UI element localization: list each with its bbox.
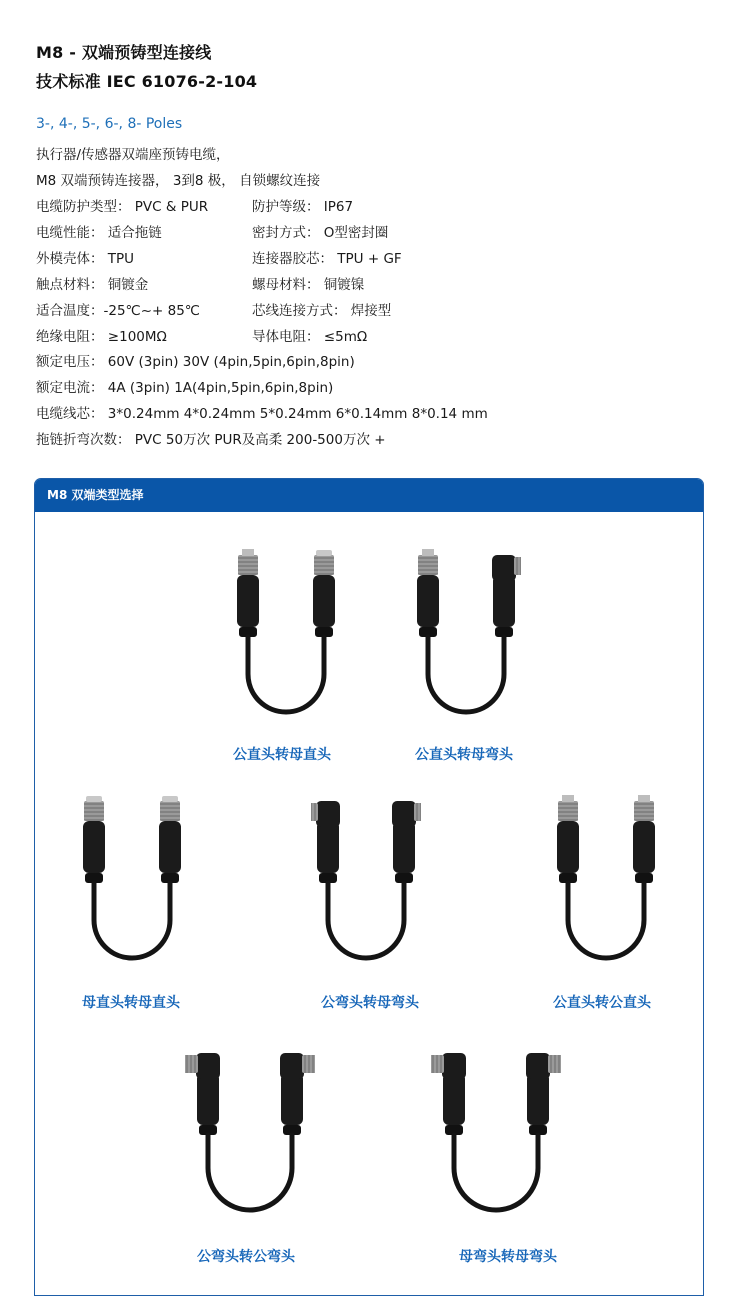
cable-illustration (411, 547, 521, 717)
cable-variant-2[interactable] (411, 547, 521, 717)
connector-body (197, 1073, 219, 1125)
spec-cable-cores: 电缆线芯： 3*0.24mm 4*0.24mm 5*0.24mm 6*0.14mm 8*0.14 mm (36, 406, 488, 422)
cable-variant-1[interactable] (231, 547, 341, 717)
cable-loop (208, 1135, 292, 1210)
poles-line: 3-, 4-, 5-, 6-, 8- Poles (36, 116, 183, 132)
page-title: M8 - 双端预铸型连接线 (36, 43, 212, 62)
variant-label: 母直头转母直头 (82, 995, 180, 1011)
variant-label: 母弯头转母弯头 (459, 1249, 557, 1265)
description-line: M8 双端预铸连接器， 3到8 极， 自锁螺纹连接 (36, 173, 321, 189)
cable-variant-7[interactable] (431, 1045, 561, 1215)
cable-illustration (311, 793, 421, 963)
spec-left: 电缆防护类型： PVC & PUR (36, 199, 209, 215)
male-pin-housing (242, 549, 254, 556)
cable-loop (248, 637, 324, 712)
cable-loop (568, 883, 644, 958)
type-selection-panel (34, 478, 704, 1296)
spec-right: 芯线连接方式： 焊接型 (252, 303, 392, 319)
spec-left: 外模壳体： TPU (36, 251, 135, 267)
female-socket-face (86, 796, 102, 802)
cable-variant-5[interactable] (551, 793, 661, 963)
connector-body (159, 821, 181, 873)
angled-housing (280, 1053, 304, 1079)
variant-label: 公直头转母直头 (233, 747, 331, 763)
cable-illustration (185, 1045, 315, 1215)
angled-housing (316, 801, 340, 827)
spec-voltage: 额定电压： 60V (3pin) 30V (4pin,5pin,6pin,8pin) (36, 354, 355, 370)
variant-label: 公直头转公直头 (553, 995, 651, 1011)
cable-variant-3[interactable] (77, 793, 187, 963)
cable-loop (94, 883, 170, 958)
variant-label: 公弯头转母弯头 (321, 995, 419, 1011)
cable-loop (428, 637, 504, 712)
connector-body (493, 575, 515, 627)
connector-body (417, 575, 439, 627)
variant-label: 公弯头转公弯头 (197, 1249, 295, 1265)
angled-housing (442, 1053, 466, 1079)
connector-body (527, 1073, 549, 1125)
spec-right: 防护等级： IP67 (252, 199, 354, 215)
connector-body (317, 821, 339, 873)
female-socket-face (316, 550, 332, 556)
cable-illustration (551, 793, 661, 963)
cable-variant-6[interactable] (185, 1045, 315, 1215)
cable-illustration (77, 793, 187, 963)
spec-drag-chain: 拖链折弯次数： PVC 50万次 PUR及高柔 200-500万次 + (36, 432, 386, 448)
cable-variant-4[interactable] (311, 793, 421, 963)
spec-left: 触点材料： 铜镀金 (36, 277, 149, 293)
variant-label: 公直头转母弯头 (415, 747, 513, 763)
connector-body (237, 575, 259, 627)
angled-housing (196, 1053, 220, 1079)
angled-housing (392, 801, 416, 827)
cable-illustration (431, 1045, 561, 1215)
spec-left: 绝缘电阻： ≥100MΩ (36, 329, 167, 345)
male-pin-housing (562, 795, 574, 802)
spec-left: 电缆性能： 适合拖链 (36, 225, 162, 241)
spec-right: 导体电阻： ≤5mΩ (252, 329, 368, 345)
connector-body (83, 821, 105, 873)
angled-housing (526, 1053, 550, 1079)
cable-illustration (231, 547, 341, 717)
connector-body (443, 1073, 465, 1125)
spec-right: 连接器胶芯： TPU + GF (252, 251, 402, 267)
connector-body (281, 1073, 303, 1125)
panel-header: M8 双端类型选择 (35, 479, 703, 512)
male-pin-housing (638, 795, 650, 802)
connector-body (313, 575, 335, 627)
spec-right: 密封方式： O型密封圈 (252, 225, 389, 241)
standard-title: 技术标准 IEC 61076-2-104 (36, 72, 258, 91)
female-socket-face (162, 796, 178, 802)
spec-right: 螺母材料： 铜镀镍 (252, 277, 365, 293)
spec-current: 额定电流： 4A (3pin) 1A(4pin,5pin,6pin,8pin) (36, 380, 334, 396)
cable-loop (328, 883, 404, 958)
description-line: 执行器/传感器双端座预铸电缆， (36, 147, 230, 163)
male-pin-housing (422, 549, 434, 556)
connector-body (557, 821, 579, 873)
angled-housing (492, 555, 516, 581)
connector-body (393, 821, 415, 873)
connector-body (633, 821, 655, 873)
cable-loop (454, 1135, 538, 1210)
spec-left: 适合温度：-25℃~+ 85℃ (36, 303, 200, 319)
